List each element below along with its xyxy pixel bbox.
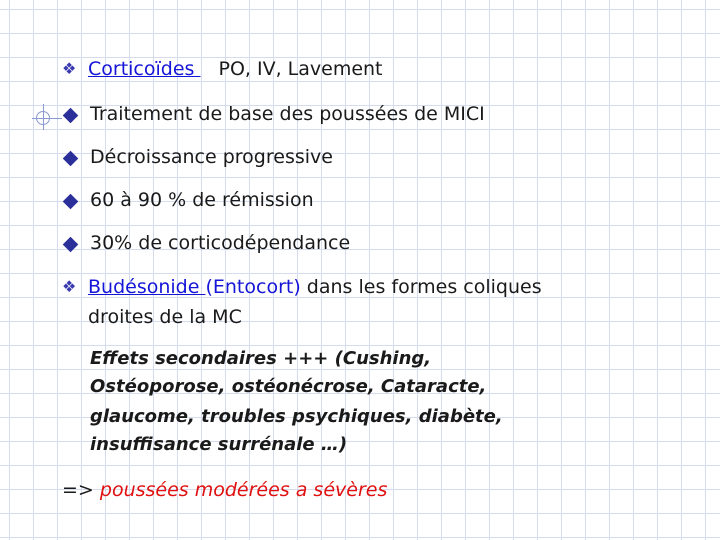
decorative-circle bbox=[36, 111, 50, 125]
star-bullet-icon: ❖ bbox=[62, 59, 77, 78]
conclusion-text: poussées modérées a sévères bbox=[99, 479, 388, 501]
effects-line-1: Effets secondaires +++ (Cushing, bbox=[90, 348, 432, 369]
item-remission: 60 à 90 % de rémission bbox=[90, 189, 314, 211]
item-budesonide bbox=[88, 275, 542, 299]
corticoides-link[interactable]: Corticoïdes bbox=[88, 58, 201, 80]
item-budesonide-line2: droites de la MC bbox=[88, 306, 242, 328]
diamond-bullet-icon bbox=[63, 194, 79, 210]
item-corticoides bbox=[88, 57, 383, 81]
entocort-label: (Entocort) bbox=[205, 276, 301, 298]
conclusion bbox=[62, 478, 387, 502]
item-corticodependance: 30% de corticodépendance bbox=[90, 232, 351, 254]
diamond-bullet-icon bbox=[63, 151, 79, 167]
corticoides-routes: PO, IV, Lavement bbox=[218, 58, 383, 80]
item-decroissance: Décroissance progressive bbox=[90, 146, 333, 168]
effects-line-2: Ostéoporose, ostéonécrose, Cataracte, bbox=[90, 376, 487, 397]
diamond-bullet-icon bbox=[63, 108, 79, 124]
budesonide-link[interactable]: Budésonide bbox=[88, 276, 206, 298]
arrow-symbol: => bbox=[62, 479, 100, 501]
effects-line-4: insuffisance surrénale …) bbox=[90, 434, 348, 455]
item-traitement: Traitement de base des poussées de MICI bbox=[90, 103, 485, 125]
effects-line-3: glaucome, troubles psychiques, diabète, bbox=[90, 406, 503, 427]
budesonide-indication: dans les formes coliques bbox=[300, 276, 542, 298]
star-bullet-icon: ❖ bbox=[62, 277, 77, 296]
diamond-bullet-icon bbox=[63, 237, 79, 253]
